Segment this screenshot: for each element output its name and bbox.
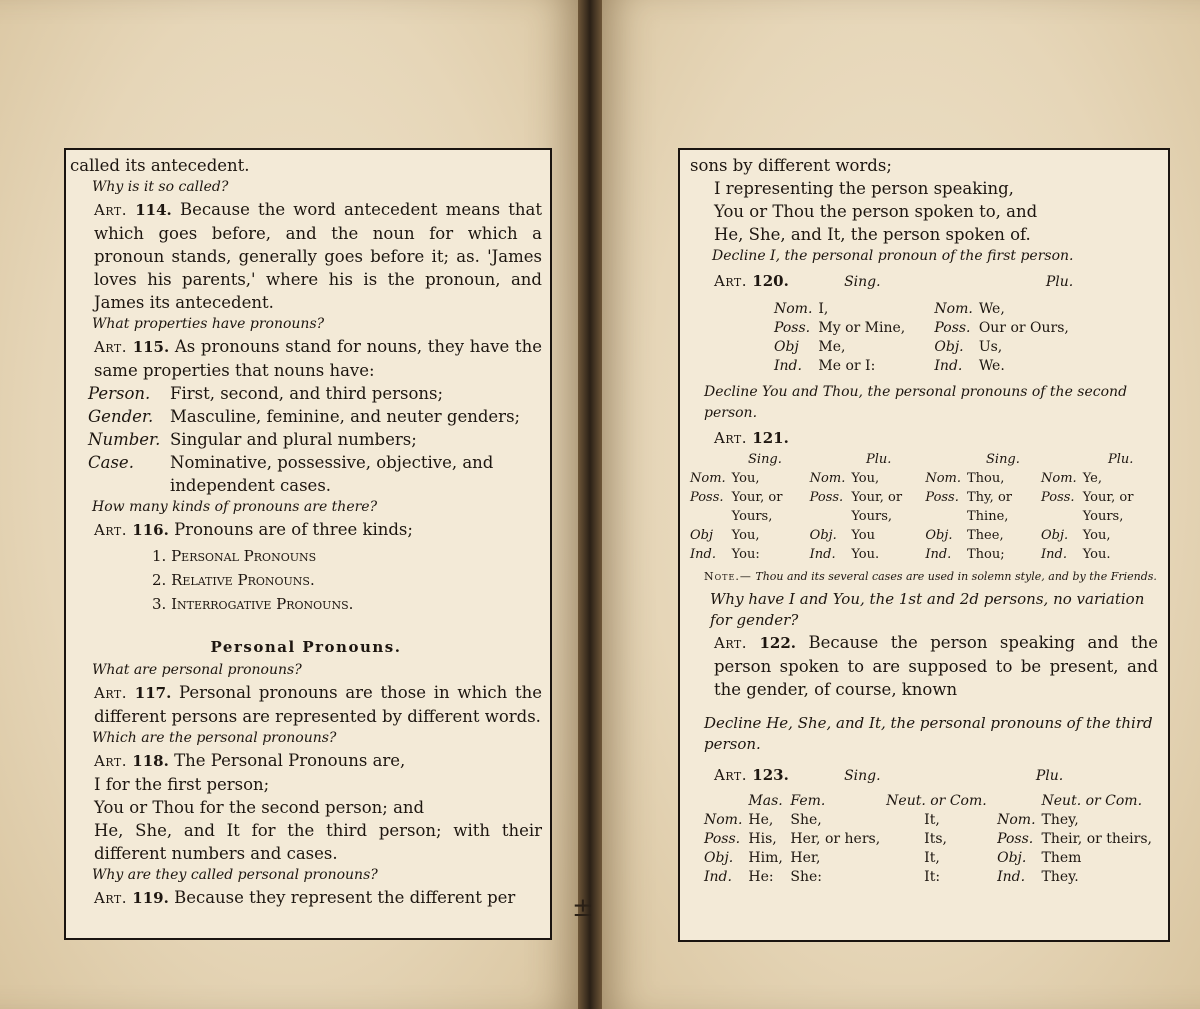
case-label: Ind. [690,547,716,562]
form: You, [851,471,880,486]
case-label: Poss. [997,831,1034,847]
property-value: Nominative, possessive, objective, and independent cases. [170,453,494,495]
form: Her, or hers, [790,831,881,847]
case-label: Ind. [934,358,963,374]
line-speaking: I representing the person speaking, [714,179,1014,198]
decline-first-person: Decline I, the personal pronoun of the first person. [712,248,1074,264]
second-person-line: You or Thou for the second person; and [94,798,425,817]
line-spoken-to: You or Thou the person spoken to, and [714,202,1038,221]
kind-item: 1. Personal Pronouns [152,547,317,565]
property-value: Masculine, feminine, and neuter genders; [170,407,521,426]
table-row [774,338,1075,357]
kinds-list [70,544,542,616]
question-which: Which are the personal pronouns? [92,730,337,746]
table-row [774,319,1075,338]
case-label: Obj. [1041,528,1069,543]
singular-form: Me, [818,339,846,355]
case-label: Nom. [925,471,962,486]
declension-table-120 [774,300,1075,376]
case-label: Ind. [925,547,952,562]
properties-list [70,382,542,497]
article-number: 119. [132,889,169,907]
table-row [704,811,1158,830]
first-person-line: I for the first person; [94,775,270,794]
article-number: 118. [132,752,169,770]
form: It: [924,869,941,885]
article-number: 121. [752,429,789,447]
article-120 [690,269,1158,294]
form: Your, or Yours, [1082,490,1134,524]
case-label: Obj. [934,339,964,355]
article-text: Personal pronouns are those in which the different persons are represented by different words. [94,683,542,726]
article-text: Pronouns are of three kinds; [174,520,413,539]
article-118 [70,749,542,773]
property-value: Singular and plural numbers; [170,430,417,449]
form: Thee, [967,528,1004,543]
case-label: Ind. [809,547,836,562]
sing-header: Sing. [844,768,881,784]
article-label: Art. [94,889,128,907]
property-key: Number. [88,430,161,449]
article-number: 123. [752,766,789,784]
article-number: 122. [759,634,797,652]
article-label: Art. [714,634,748,652]
table-row [690,526,1151,545]
plu-header: Plu. [866,452,892,467]
form: You, [731,471,760,486]
property-key: Case. [88,453,134,472]
case-label: Poss. [809,490,844,505]
question-gender: Why have I and You, the 1st and 2d persons, no variation for gender? [710,590,1145,629]
singular-form: My or Mine, [818,320,906,336]
article-117 [70,681,542,728]
form: Its, [924,831,947,847]
form: You [851,528,875,543]
form: It, [924,850,940,866]
form: Her, [790,850,821,866]
sing-header: Sing. [748,452,782,467]
kind-item: 2. Relative Pronouns. [152,571,315,589]
form: He: [748,869,774,885]
article-116 [70,518,542,542]
case-label: Obj. [809,528,837,543]
case-label: Obj. [704,850,734,866]
article-text: Because they represent the different per [174,888,516,907]
article-122 [690,631,1158,701]
question-properties: What properties have pronouns? [92,316,325,332]
case-label: Nom. [997,812,1036,828]
line-antecedent: called its antecedent. [70,156,250,175]
masculine-header: Mas. [748,793,783,809]
case-label: Ind. [1041,547,1067,562]
form: She, [790,812,822,828]
form: His, [748,831,777,847]
neuter-header: Neut. or Com. [886,793,987,809]
line-sons: sons by different words; [690,156,892,175]
table-header-row [704,792,1158,811]
left-text-frame [64,148,552,940]
case-label: Poss. [704,831,741,847]
article-label: Art. [94,338,128,356]
form: They. [1041,869,1079,885]
form: You: [731,547,760,562]
case-label: Poss. [1041,490,1075,505]
case-label: Nom. [774,301,813,317]
plural-form: We. [978,358,1005,374]
case-label: Ind. [704,869,732,885]
form: Your, or Yours, [851,490,903,524]
case-label: Obj [690,528,714,543]
form: Him, [748,850,783,866]
form: Thy, or Thine, [967,490,1012,524]
form: You. [1082,547,1111,562]
declension-table-121 [690,469,1151,564]
form: You, [1082,528,1111,543]
property-value: First, second, and third persons; [170,384,444,403]
case-label: Nom. [704,812,743,828]
question-personal: What are personal pronouns? [92,662,302,678]
form: You. [851,547,880,562]
decline-second-person: Decline You and Thou, the personal pronouns of the second person. [704,384,1128,421]
case-label: Poss. [774,320,811,336]
table-row [704,849,1158,868]
article-number: 117. [134,684,172,702]
note [690,568,1158,585]
case-label: Obj [774,339,799,355]
line-spoken-of: He, She, and It, the person spoken of. [714,225,1031,244]
form: He, [748,812,774,828]
plural-form: Us, [978,339,1003,355]
table-row [704,830,1158,849]
table121-headers [690,450,1158,469]
form: Ye, [1082,471,1102,486]
article-text: Because the person speaking and the person spoken to are supposed to be present, and the gender, of course, known [714,633,1158,699]
question-why-personal: Why are they called personal pronouns? [92,867,378,883]
article-115 [70,335,542,382]
table-row [774,300,1075,319]
article-text: As pronouns stand for nouns, they have the same properties that nouns have: [94,337,542,380]
case-label: Poss. [690,490,724,505]
table-row [690,488,1151,526]
plural-form: Our or Ours, [978,320,1069,336]
table-row [690,545,1151,564]
form: It, [924,812,940,828]
case-label: Obj. [997,850,1027,866]
decline-third-person: Decline He, She, and It, the personal pronouns of the third person. [704,714,1153,753]
article-number: 114. [135,201,172,219]
kind-item: 3. Interrogative Pronouns. [152,595,354,613]
article-number: 115. [132,338,170,356]
case-label: Nom. [690,471,726,486]
third-person-line: He, She, and It for the third person; with their different numbers and cases. [94,821,542,863]
article-114 [70,198,542,314]
neuter-header: Neut. or Com. [1041,793,1143,809]
case-label: Nom. [1041,471,1077,486]
singular-form: Me or I: [818,358,876,374]
section-heading: Personal Pronouns. [210,638,402,656]
property-key: Person. [88,384,151,403]
article-number: 116. [132,521,169,539]
article-121 [690,426,1158,450]
article-number: 120. [752,272,789,290]
case-label: Poss. [934,320,971,336]
sing-header: Sing. [986,452,1020,467]
case-label: Nom. [934,301,973,317]
declension-table-123 [704,792,1158,887]
article-label: Art. [714,766,748,784]
property-key: Gender. [88,407,154,426]
plu-header: Plu. [1108,452,1134,467]
table-row [774,357,1075,376]
article-text: The Personal Pronouns are, [174,751,406,770]
note-text: Thou and its several cases are used in solemn style, and by the Friends. [755,570,1157,583]
article-label: Art. [94,521,128,539]
form: Thou, [967,471,1005,486]
plural-form: We, [978,301,1005,317]
article-text: Because the word antecedent means that which goes before, and the noun for which a pronoun stands, generally goes before it; as. 'James loves his parents,' where his is the pronoun, and James its antecedent. [94,200,542,312]
form: Your, or Yours, [731,490,783,524]
margin-pencil-mark: ± [572,893,594,923]
case-label: Nom. [809,471,846,486]
form: Their, or theirs, [1041,831,1152,847]
form: Thou; [967,547,1005,562]
right-text-frame [678,148,1170,942]
note-label: Note.— [704,570,752,583]
book-gutter [578,0,602,1009]
form: Them [1041,850,1082,866]
case-label: Poss. [925,490,959,505]
question-why-called: Why is it so called? [92,179,229,195]
case-label: Ind. [997,869,1026,885]
case-label: Ind. [774,358,802,374]
table-row [704,868,1158,887]
feminine-header: Fem. [790,793,826,809]
plu-header: Plu. [1035,768,1064,784]
sing-header: Sing. [844,274,881,290]
article-119 [70,886,542,910]
plu-header: Plu. [1045,274,1074,290]
case-label: Obj. [925,528,953,543]
form: She: [790,869,823,885]
article-123 [690,763,1158,788]
article-label: Art. [714,272,748,290]
article-label: Art. [94,684,128,702]
singular-form: I, [818,301,829,317]
form: You, [731,528,760,543]
form: They, [1041,812,1079,828]
article-label: Art. [94,752,128,770]
article-label: Art. [94,201,128,219]
table-row [690,469,1151,488]
article-label: Art. [714,429,748,447]
question-kinds: How many kinds of pronouns are there? [92,499,378,515]
